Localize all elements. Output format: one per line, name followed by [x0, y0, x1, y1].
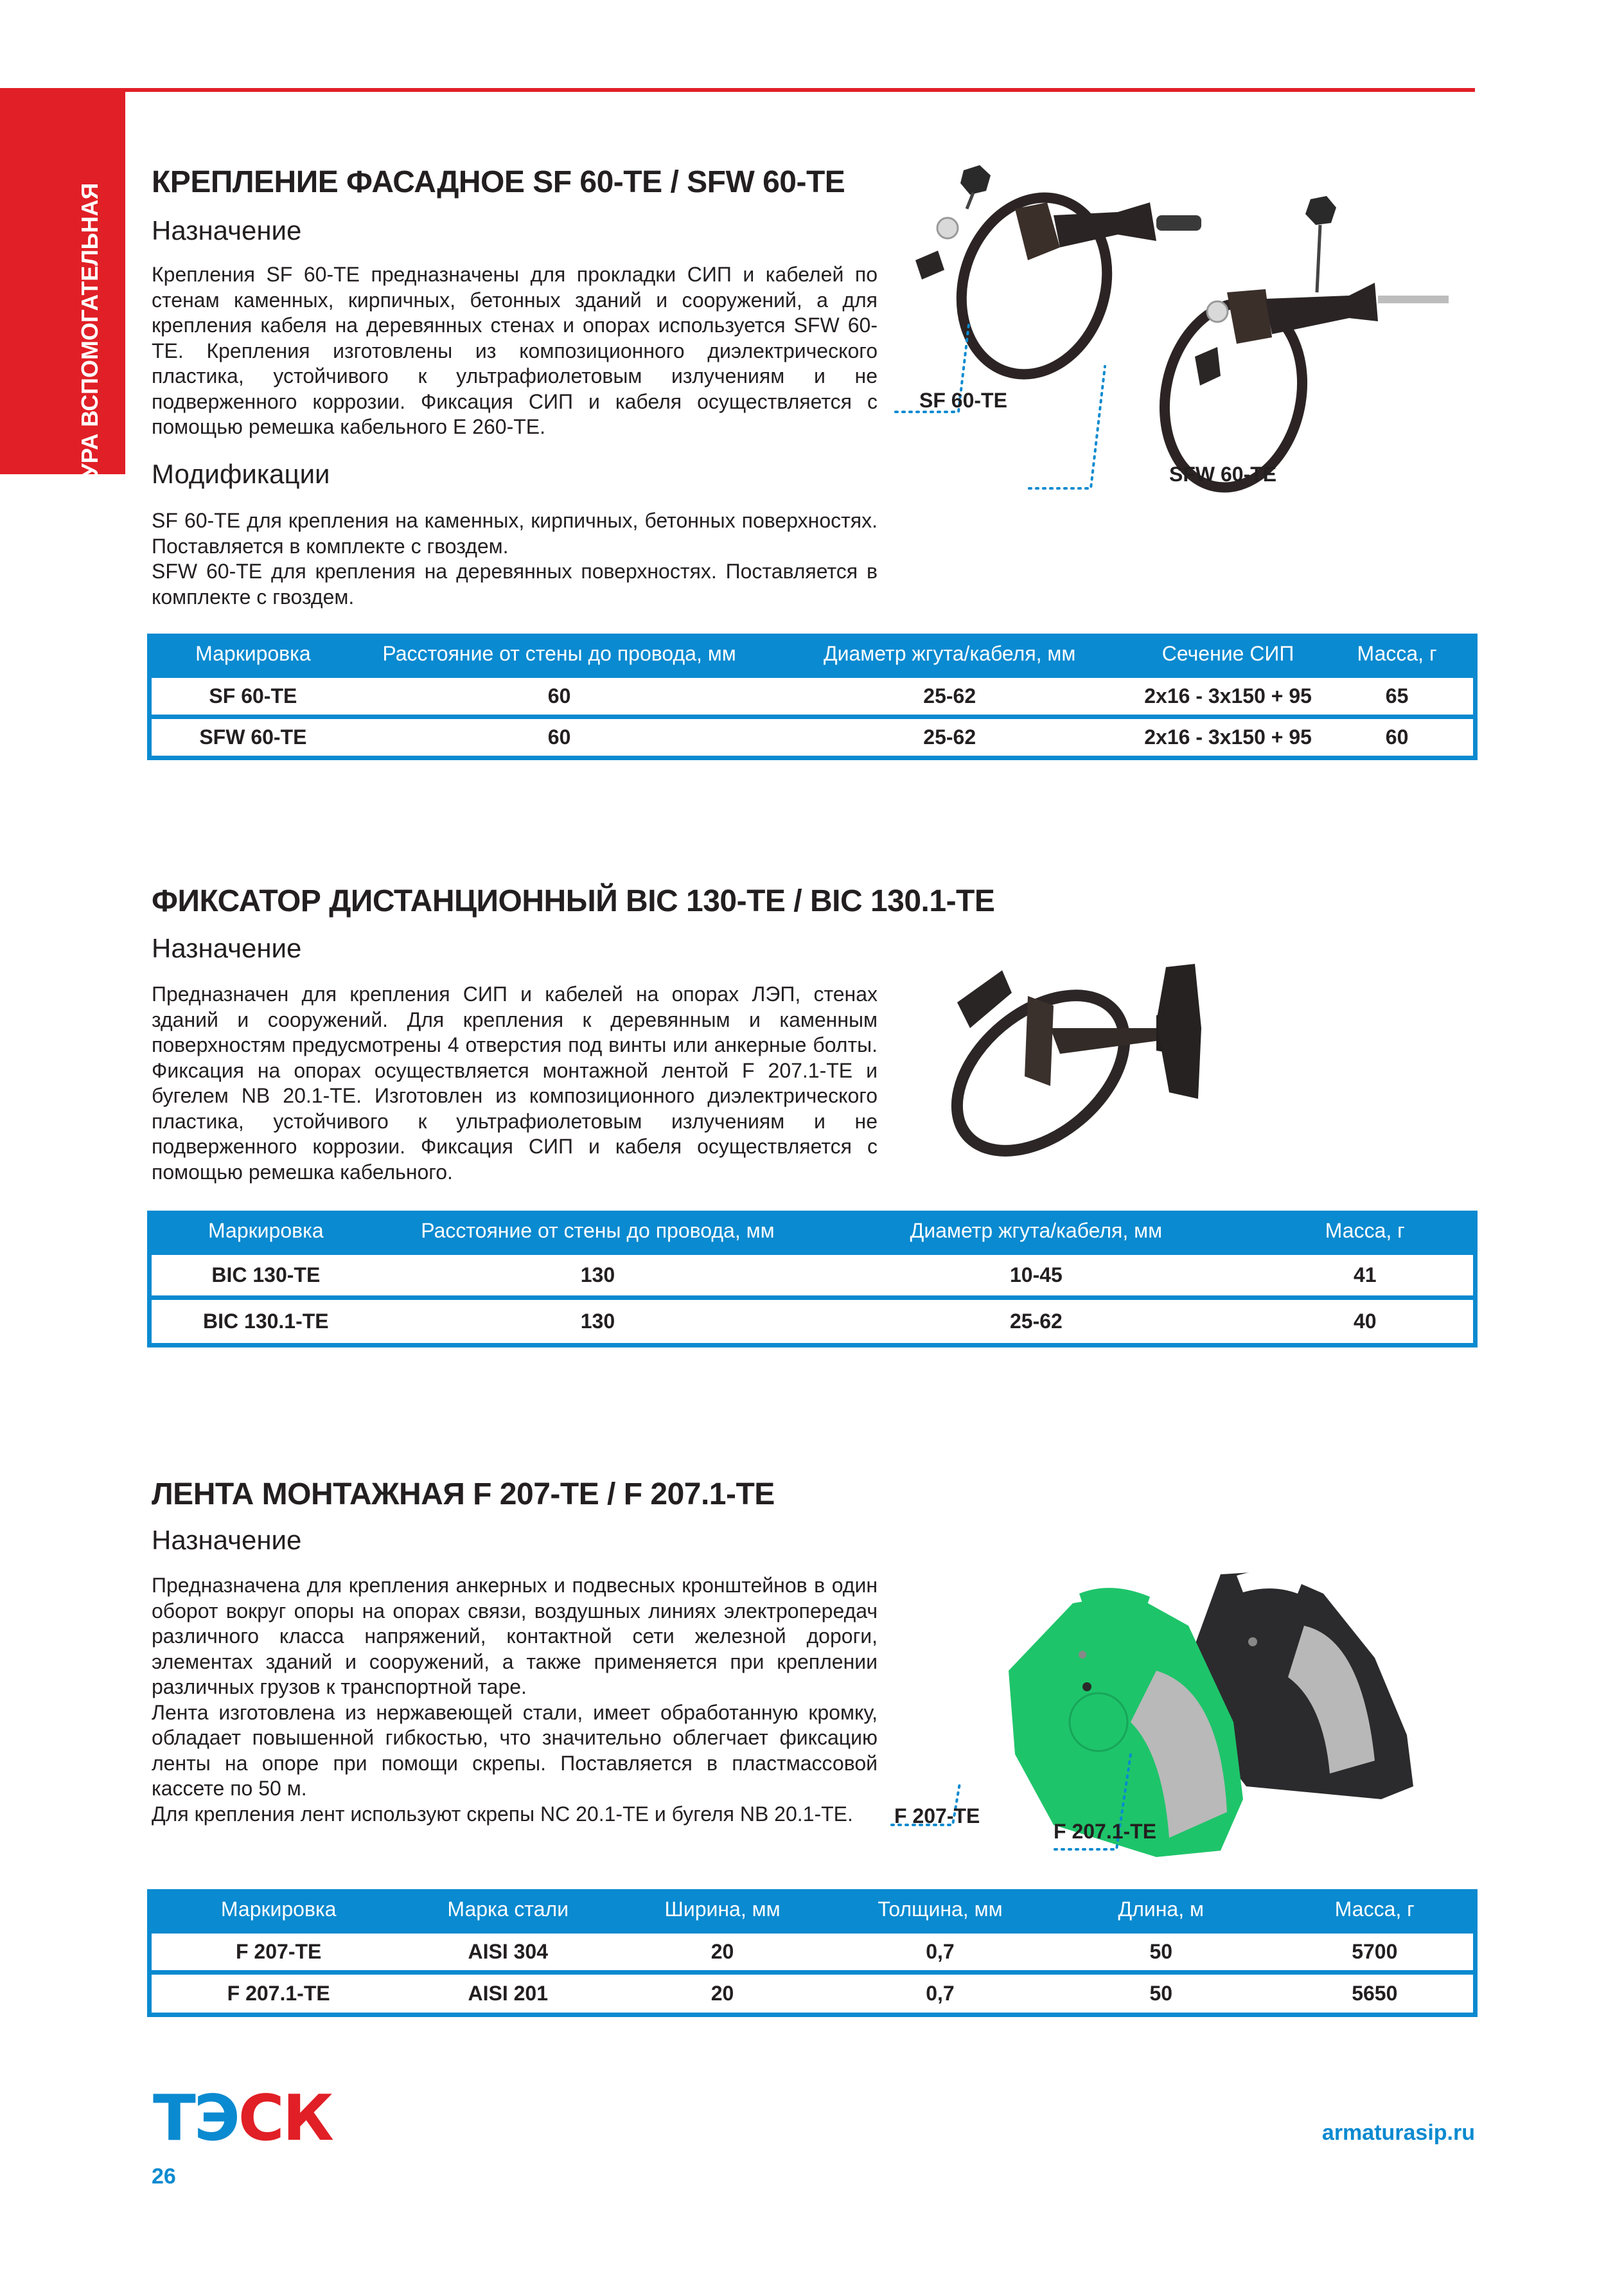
table-cell: F 207-TE: [150, 1932, 406, 1973]
column-header: Толщина, мм: [834, 1889, 1046, 1932]
table-header-row: [150, 1889, 1476, 1932]
table-cell: AISI 201: [405, 1973, 610, 2015]
sfw60-product-illustration: [1148, 196, 1449, 501]
table-cell: 50: [1046, 1932, 1276, 1973]
table-cell: 20: [610, 1932, 834, 1973]
bic130-product-illustration: [928, 964, 1201, 1182]
purpose-paragraph: Предназначена для крепления анкерных и подвесных кронштейнов в один оборот вокруг опоры на опорах связи, воздушных линиях электропередач различного класса напряжений, контактной сети железной дороги, элементах зданий и сооружений, а также применяется при креплении различных грузов к транспортной таре.: [152, 1574, 878, 1698]
table-cell: 40: [1257, 1298, 1476, 1346]
table-cell: F 207.1-TE: [150, 1973, 406, 2015]
column-header: Маркировка: [150, 634, 355, 676]
column-header: Масса, г: [1257, 1211, 1476, 1253]
purpose-paragraph: Лента изготовлена из нержавеющей стали, имеет обработанную кромку, обладает повышенной гибкостью, что значительно облегчает фиксацию ленты на опоре при помощи скрепы. Поставляется в пластмассовой кассете по 50 м.: [152, 1700, 878, 1800]
product-image-bic130: [899, 938, 1510, 1182]
purpose-paragraph: Для крепления лент используют скрепы NC 20.1-TE и бугеля NB 20.1-TE.: [152, 1802, 853, 1826]
spec-table-sf60: [147, 634, 1478, 760]
brand-logo-left: ТЭ: [153, 2082, 238, 2155]
table-cell: BIC 130.1-TE: [150, 1298, 380, 1346]
purpose-heading-bic130: Назначение: [152, 933, 302, 963]
table-cell: 5700: [1276, 1932, 1476, 1973]
table-cell: 10-45: [815, 1253, 1257, 1298]
table-row: [150, 676, 1476, 717]
spec-table-f207: [147, 1889, 1478, 2017]
section-side-tab-label: АРМАТУРА ВСПОМОГАТЕЛЬНАЯ: [76, 182, 103, 559]
table-cell: 65: [1321, 676, 1475, 717]
column-header: Расстояние от стены до провода, мм: [380, 1211, 816, 1253]
table-cell: 25-62: [815, 1298, 1257, 1346]
table-cell: 0,7: [834, 1973, 1046, 2015]
column-header: Ширина, мм: [610, 1889, 834, 1932]
table-row: [150, 1253, 1476, 1298]
table-cell: 2x16 - 3x150 + 95: [1135, 717, 1321, 758]
section-title-f207: ЛЕНТА МОНТАЖНАЯ F 207-TE / F 207.1-TE: [152, 1477, 775, 1511]
table-cell: SF 60-TE: [150, 676, 355, 717]
table-cell: 2x16 - 3x150 + 95: [1135, 676, 1321, 717]
table-cell: 130: [380, 1298, 816, 1346]
section-side-tab: [0, 88, 125, 559]
section-title-sf60: КРЕПЛЕНИЕ ФАСАДНОЕ SF 60-TE / SFW 60-TE: [152, 165, 845, 199]
page-number: 26: [152, 2164, 176, 2189]
table-row: [150, 717, 1476, 758]
table-cell: 41: [1257, 1253, 1476, 1298]
purpose-heading-sf60: Назначение: [152, 215, 302, 245]
table-cell: 5650: [1276, 1973, 1476, 2015]
table-header-row: [150, 634, 1476, 676]
callout-leader-sfw60: [1029, 366, 1105, 488]
brand-logo-right: СК: [238, 2082, 332, 2155]
purpose-heading-f207: Назначение: [152, 1525, 302, 1555]
brand-logo: [153, 2082, 332, 2155]
website-link[interactable]: armaturasip.ru: [1321, 2121, 1475, 2145]
table-cell: 0,7: [834, 1932, 1046, 1973]
modifications-text: [152, 508, 878, 610]
purpose-text-f207: [152, 1573, 878, 1827]
column-header: Маркировка: [150, 1889, 406, 1932]
column-header: Марка стали: [405, 1889, 610, 1932]
modification-sfw60: SFW 60-TE для крепления на деревянных поверхностях. Поставляется в комплекте с гвоздем.: [152, 560, 878, 609]
modification-sf60: SF 60-TE для крепления на каменных, кирпичных, бетонных поверхностях. Поставляется в комплекте с гвоздем.: [152, 509, 878, 558]
table-cell: 25-62: [764, 717, 1135, 758]
table-cell: SFW 60-TE: [150, 717, 355, 758]
purpose-text-bic130: [152, 982, 878, 1185]
column-header: Сечение СИП: [1135, 634, 1321, 676]
table-cell: 60: [355, 717, 764, 758]
table-cell: 60: [1321, 717, 1475, 758]
table-cell: 60: [355, 676, 764, 717]
column-header: Масса, г: [1321, 634, 1475, 676]
table-row: [150, 1298, 1476, 1346]
table-cell: AISI 304: [405, 1932, 610, 1973]
table-cell: BIC 130-TE: [150, 1253, 380, 1298]
table-row: [150, 1973, 1476, 2015]
table-cell: 20: [610, 1973, 834, 2015]
table-cell: 25-62: [764, 676, 1135, 717]
sf60-product-illustration: [915, 165, 1201, 393]
product-image-f207: [887, 1568, 1516, 1889]
table-cell: 130: [380, 1253, 816, 1298]
callout-label-sfw60: SFW 60-TE: [1169, 463, 1277, 486]
section-title-bic130: ФИКСАТОР ДИСТАНЦИОННЫЙ BIC 130-TE / BIC 130.1-TE: [152, 884, 995, 918]
spec-table-bic130: [147, 1211, 1478, 1347]
table-header-row: [150, 1211, 1476, 1253]
column-header: Масса, г: [1276, 1889, 1476, 1932]
table-row: [150, 1932, 1476, 1973]
purpose-paragraph: Предназначен для крепления СИП и кабелей на опорах ЛЭП, стенах зданий и сооружений. Для крепления к деревянным и каменным поверхностям предусмотрены 4 отверстия под винты или анкерные болты. Фиксация на опорах осуществляется монтажной лентой F 207.1-TE и бугелем NB 20.1-TE. Изготовлен из композиционного диэлектрического пластика, устойчивого к ультрафиолетовым излучениям и не подверженного коррозии. Фиксация СИП и кабеля осуществляется с помощью ремешка кабельного.: [152, 982, 878, 1184]
column-header: Диаметр жгута/кабеля, мм: [764, 634, 1135, 676]
purpose-text-sf60: [152, 262, 878, 440]
modifications-heading: Модификации: [152, 459, 330, 489]
table-cell: 50: [1046, 1973, 1276, 2015]
callout-label-f207: F 207-TE: [894, 1804, 980, 1827]
column-header: Длина, м: [1046, 1889, 1276, 1932]
top-rule: [125, 88, 1475, 92]
column-header: Расстояние от стены до провода, мм: [355, 634, 764, 676]
product-image-sf-sfw: [887, 164, 1529, 562]
purpose-paragraph: Крепления SF 60-TE предназначены для прокладки СИП и кабелей по стенам каменных, кирпичных, бетонных зданий и сооружений, а для крепления кабеля на деревянных стенах и опорах используется SFW 60-TE. Крепления изготовлены из композиционного диэлектрического пластика, устойчивого к ультрафиолетовым излучениям и не подверженного коррозии. Фиксация СИП и кабеля осуществляется с помощью ремешка кабельного E 260-TE.: [152, 263, 878, 438]
column-header: Диаметр жгута/кабеля, мм: [815, 1211, 1257, 1253]
callout-label-sf60: SF 60-TE: [919, 389, 1007, 412]
column-header: Маркировка: [150, 1211, 380, 1253]
callout-label-f207-1: F 207.1-TE: [1054, 1820, 1157, 1843]
